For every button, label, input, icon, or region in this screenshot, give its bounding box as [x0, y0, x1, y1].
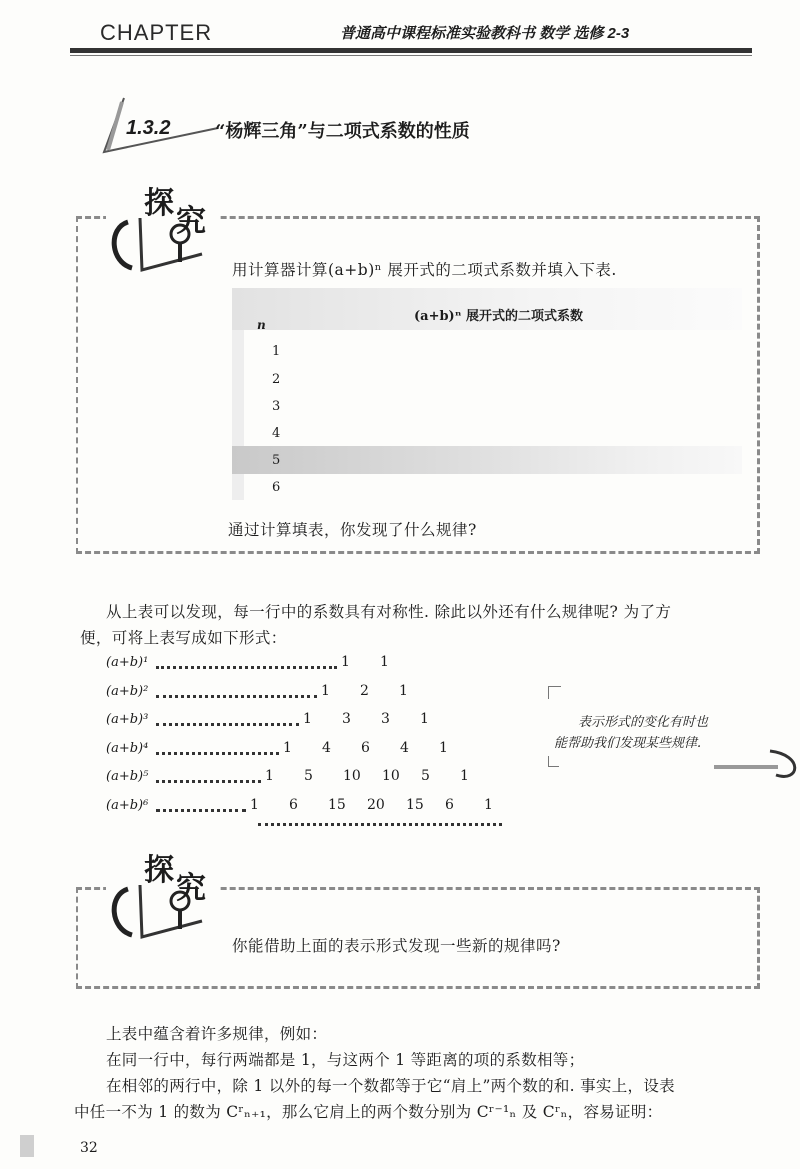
leader-dots: [156, 774, 261, 783]
coefficient: 3: [342, 711, 351, 728]
paragraph1-line2: 便，可将上表写成如下形式：: [80, 629, 287, 647]
coefficient: 20: [367, 797, 385, 813]
coefficient: 1: [484, 797, 493, 813]
coefficient: 15: [328, 797, 346, 813]
coefficient: 10: [343, 768, 361, 785]
paragraph1-line1: 从上表可以发现，每一行中的系数具有对称性. 除此以外还有什么规律呢? 为了方: [106, 603, 672, 621]
continuation-dots: [258, 823, 502, 826]
leader-dots: [156, 803, 246, 812]
note-bracket: [548, 686, 561, 699]
coefficient: 1: [250, 797, 259, 813]
coefficient: 1: [420, 711, 429, 728]
header-chapter: CHAPTER: [100, 20, 213, 45]
coefficient: 2: [360, 682, 369, 699]
table-row-n: 6: [272, 480, 281, 495]
expansion-label: (a+b)⁵: [106, 769, 149, 785]
explore-char-2: 究: [176, 204, 206, 239]
section-number: 1.3.2: [126, 117, 171, 139]
page-edge-mark: [20, 1135, 34, 1157]
coefficient: 10: [382, 768, 400, 785]
table-n-label: n: [257, 318, 266, 332]
explore-badge-2: [106, 845, 218, 945]
leader-dots: [156, 689, 317, 698]
expansion-label: (a+b)¹: [106, 655, 149, 670]
margin-note-line1: 表示形式的变化有时也: [578, 715, 709, 730]
coefficient: 4: [322, 739, 331, 756]
section-title: “杨辉三角”与二项式系数的性质: [215, 121, 470, 142]
coefficient: 1: [341, 654, 350, 670]
coefficient: 15: [406, 797, 424, 813]
table-row-n: 4: [272, 426, 281, 441]
table-header: (a+b)ⁿ 展开式的二项式系数: [414, 309, 583, 324]
margin-note: [554, 712, 709, 754]
header-rule-thin: [70, 55, 752, 56]
expansion-label: (a+b)²: [106, 683, 149, 699]
coefficient: 5: [421, 768, 430, 785]
table-row-n: 5: [272, 453, 281, 468]
coefficient: 6: [445, 797, 454, 813]
explore2-question: 你能借助上面的表示形式发现一些新的规律吗?: [232, 937, 561, 955]
coefficient: 1: [460, 768, 469, 785]
table-row-n: 3: [272, 399, 281, 414]
explore-badge-1: [106, 178, 218, 278]
leader-dots: [156, 660, 337, 669]
note-bracket: [548, 756, 559, 767]
coefficient: 1: [303, 711, 312, 728]
explore-char-1: 探: [144, 853, 174, 888]
coefficient: 6: [289, 797, 298, 813]
coefficient: 4: [400, 739, 409, 756]
leader-dots: [156, 746, 279, 755]
coefficient: 1: [399, 682, 408, 699]
table-row-n: 1: [272, 344, 281, 359]
table-row-n: 2: [272, 372, 281, 387]
leader-dots: [156, 717, 299, 726]
explore-char-1: 探: [144, 186, 174, 221]
paragraph2-line3: 在相邻的两行中，除 1 以外的每一个数都等于它“肩上”两个数的和. 事实上，设表: [106, 1077, 675, 1095]
table-left-column: [232, 330, 244, 500]
coefficient: 1: [380, 654, 389, 670]
expansion-label: (a+b)⁴: [106, 740, 149, 756]
page-number: 32: [80, 1140, 98, 1156]
coefficient: 1: [439, 739, 448, 756]
paragraph2-line4: 中任一不为 1 的数为 Cʳₙ₊₁，那么它肩上的两个数分别为 Cʳ⁻¹ₙ 及 Cʳₙ，容易证明：: [74, 1103, 663, 1121]
header-book-title: 普通高中课程标准实验教科书 数学 选修 2-3: [340, 25, 630, 42]
paragraph2-line2: 在同一行中，每行两端都是 1，与这两个 1 等距离的项的系数相等；: [106, 1051, 585, 1069]
coefficient: 3: [381, 711, 390, 728]
note-curl-icon: [708, 745, 798, 781]
coefficient: 5: [304, 768, 313, 785]
explore1-followup: 通过计算填表，你发现了什么规律?: [228, 521, 477, 539]
header-rule: [70, 48, 752, 53]
coefficient: 1: [265, 768, 274, 785]
coefficient: 1: [283, 739, 292, 756]
coefficient: 1: [321, 682, 330, 699]
table-row-shade: [232, 446, 742, 474]
coefficient: 6: [361, 739, 370, 756]
expansion-label: (a+b)³: [106, 712, 149, 728]
expansion-label: (a+b)⁶: [106, 798, 149, 813]
explore-char-2: 究: [176, 871, 206, 906]
margin-note-line2: 能帮助我们发现某些规律.: [554, 736, 702, 751]
paragraph2-line1: 上表中蕴含着许多规律，例如：: [106, 1025, 328, 1043]
explore1-question: 用计算器计算(a+b)ⁿ 展开式的二项式系数并填入下表.: [232, 261, 617, 279]
